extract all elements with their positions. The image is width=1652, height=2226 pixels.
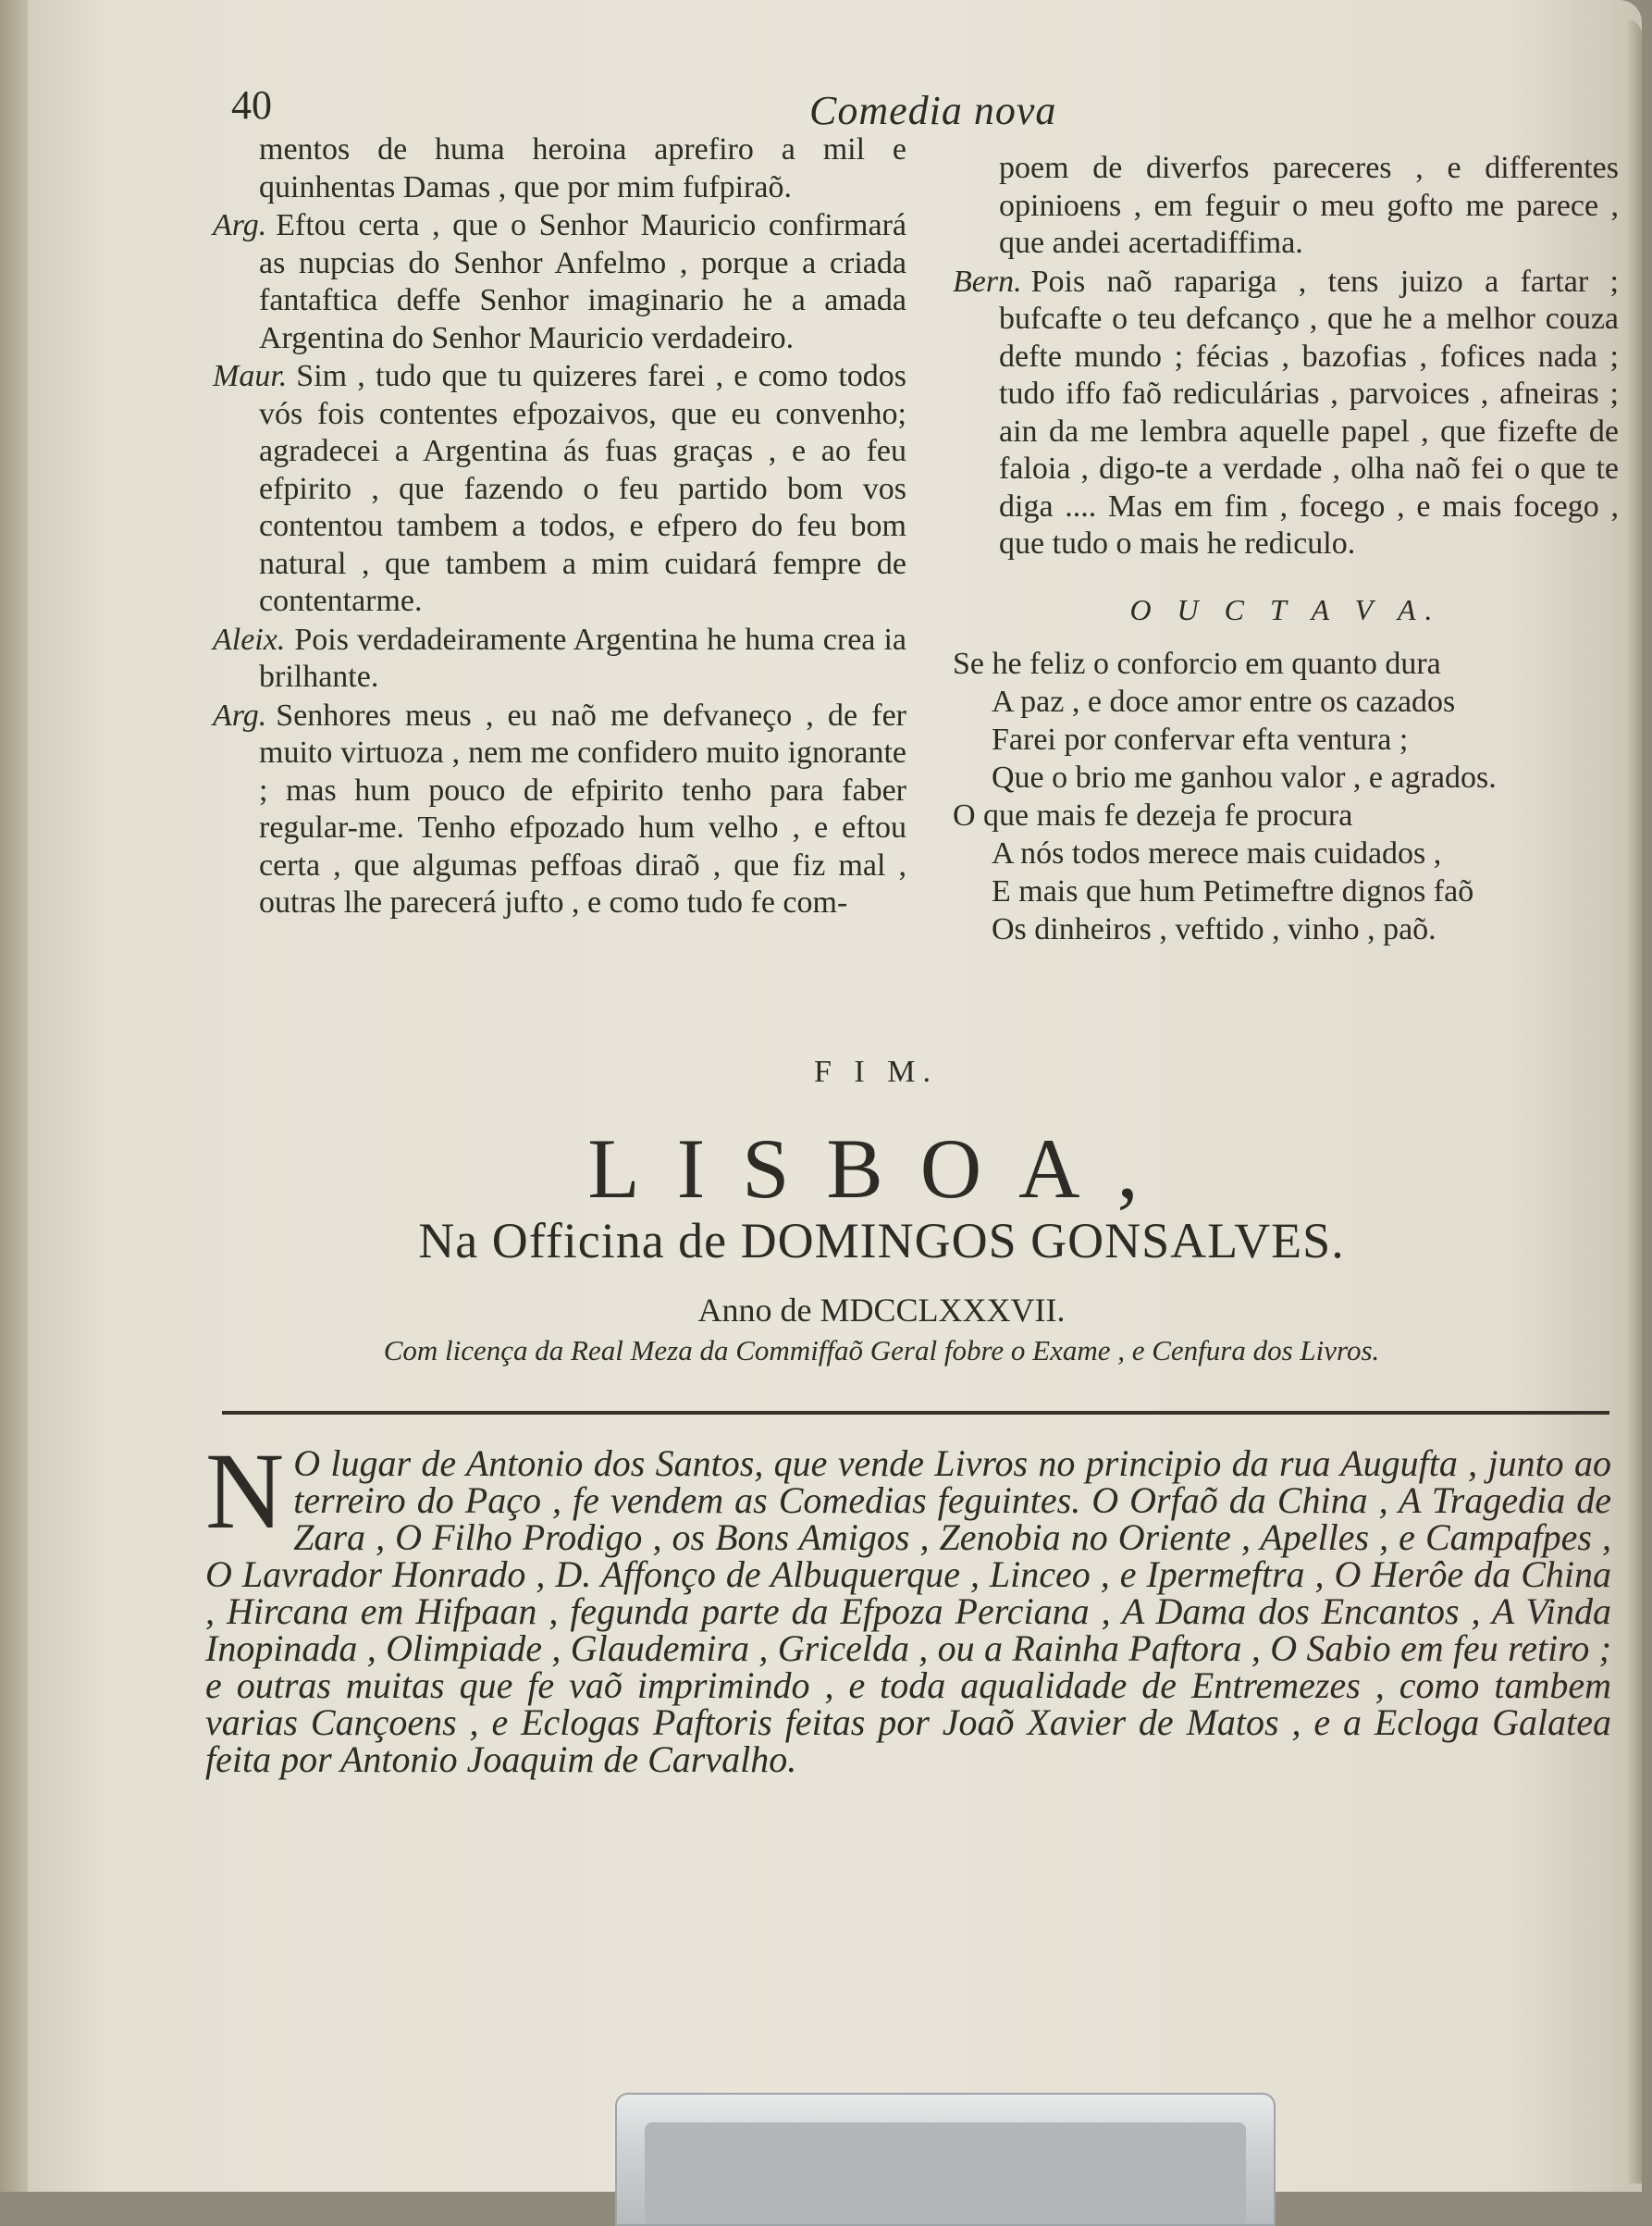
verse-line: Os dinheiros , veftido , vinho , paõ. (992, 912, 1436, 946)
speech-text: Pois verdadeiramente Argentina he huma crea ia brilhante. (259, 622, 906, 694)
running-head: Comedia nova (809, 88, 1057, 133)
notice-text: O lugar de Antonio dos Santos, que vende Livros no principio da rua Augufta , junto ao terreiro do Paço , fe vendem as Comedias feguintes. O Orfaõ da China , A Tragedia de Zara , O Filho Prodigo , os Bons Amigos , Zenobia no Oriente , Apelles , e Campafpes , O Lavrador Honrado , D. Affonço de Albuquerque , Linceo , e Ipermeftra , O Herôe da China , Hircana em Hifpaan , fegunda parte da Efpoza Perciana , A Dama dos Encantos , A Vinda Inopinada , Olimpiade , Glaudemira , Gricelda , ou a Rainha Paftora , O Sabio em feu retiro ; e outras muitas que fe vaõ imprimindo , e toda aqualidade de Entremezes , como tambem varias Cançoens , e Eclogas Paftoris feitas por Joaõ Xavier de Matos , e a Ecloga Galatea feita por Antonio Joaquim de Carvalho. (205, 1442, 1611, 1780)
verse-line: A paz , e doce amor entre os cazados (992, 685, 1456, 719)
verse-line: Que o brio me ganhou valor , e agrados. (992, 761, 1497, 795)
speech-text: Senhores meus , eu naõ me defvaneço , de fer muito virtuoza , nem me confidero muito ignorante ; mas hum pouco de efpirito tenho para faber regular-me. Tenho efpozado hum velho , e eftou certa , que algumas peffoas diraõ , que fiz mal , outras lhe parecerá jufto , e como tudo fe com- (259, 698, 906, 920)
fim-mark: F I M. (814, 1055, 938, 1089)
oitava-title: O U C T A V A. (1129, 592, 1442, 626)
speech-line (213, 207, 906, 357)
imprint-printer: Na Officina de DOMINGOS GONSALVES. (418, 1213, 1345, 1268)
speech-text: Pois naõ rapariga , tens juizo a fartar ; bufcafte o teu defcanço , que he a melhor couza defte mundo ; fécias , bazofias , fofices nada ; tudo iffo faõ rediculárias , parvoices , afneiras ; ain da me lembra aquelle papel , que fizefte de faloia , digo-te a verdade , olha naõ fei o que te diga .... Mas em fim , focego , e mais focego , que tudo o mais he rediculo. (999, 264, 1619, 561)
verse-line: Se he feliz o conforcio em quanto dura (953, 647, 1441, 681)
imprint-year: Anno de MDCCLXXXVII. (697, 1292, 1066, 1329)
speaker-name: Aleix. (213, 622, 286, 657)
right-column (953, 150, 1619, 948)
speech-line (953, 264, 1619, 563)
page-number: 40 (231, 82, 272, 128)
speech-text: mentos de huma heroina aprefiro a mil e quinhentas Damas , que por mim fufpiraõ. (259, 132, 906, 204)
speech-line (213, 622, 906, 697)
speaker-name: Arg. (213, 698, 267, 733)
drop-cap: N (205, 1430, 285, 1552)
verse-line: O que mais fe dezeja fe procura (953, 798, 1353, 833)
imprint-license: Com licença da Real Meza da Commiffaõ Geral fobre o Exame , e Cenfura dos Livros. (383, 1334, 1380, 1367)
speech-line (213, 698, 906, 922)
speaker-name: Maur. (213, 359, 288, 393)
speech-line (213, 131, 906, 206)
speaker-name: Bern. (953, 264, 1022, 299)
horizontal-rule (222, 1411, 1609, 1415)
bookseller-notice (205, 1430, 1611, 1780)
speech-text: poem de diverfos pareceres , e differentes opinioens , em feguir o meu gofto me parece , que andei acertadiffima. (999, 151, 1619, 260)
verse-line: Farei por confervar efta ventura ; (992, 723, 1409, 757)
oitava-verse (953, 645, 1619, 948)
speech-line (953, 150, 1619, 263)
speech-text: Eftou certa , que o Senhor Mauricio confirmará as nupcias do Senhor Anfelmo , porque a criada fantaftica deffe Senhor imaginario he a amada Argentina do Senhor Mauricio verdadeiro. (259, 208, 906, 355)
speech-line (213, 358, 906, 621)
page-header (231, 81, 1600, 137)
speaker-name: Arg. (213, 208, 267, 242)
verse-line: E mais que hum Petimeftre dignos faõ (992, 874, 1474, 909)
imprint-city: LISBOA, (587, 1121, 1176, 1216)
left-column (213, 131, 906, 923)
book-stand-slot (645, 2122, 1246, 2224)
verse-line: A nós todos merece mais cuidados , (992, 836, 1442, 871)
book-stand (615, 2093, 1276, 2226)
speech-text: Sim , tudo que tu quizeres farei , e como todos vós fois contentes efpozaivos, que eu convenho; agradecei a Argentina ás fuas graças , e ao feu efpirito , que fazendo o feu partido bom vos contentou tambem a todos, e efpero do feu bom natural , que tambem a mim cuidará fempre de contentarme. (259, 359, 906, 618)
